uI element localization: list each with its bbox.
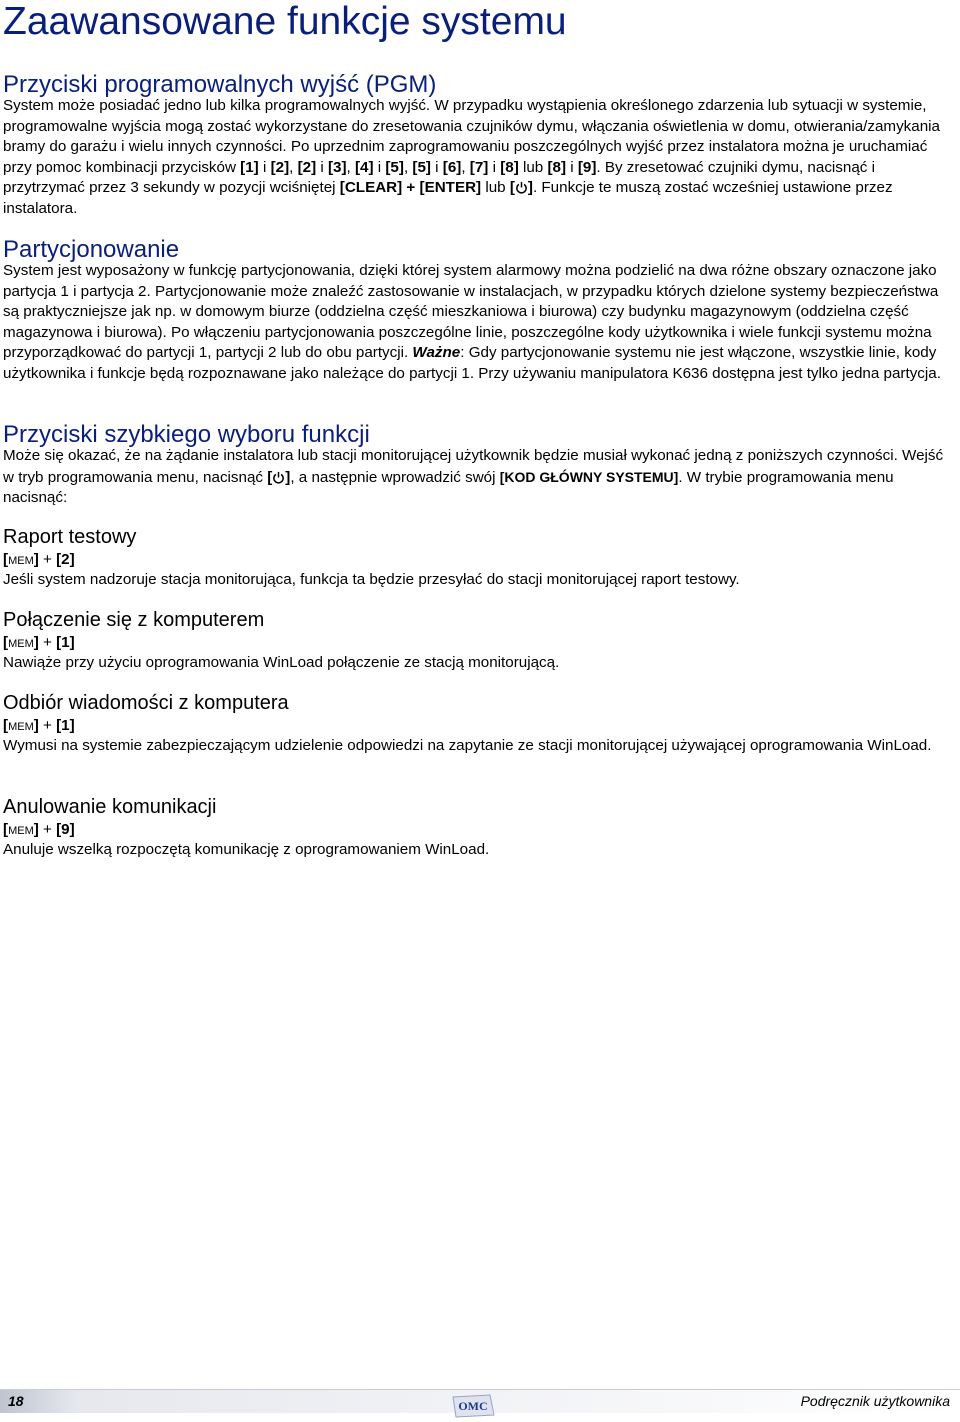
key-separator: i	[316, 158, 328, 176]
key-separator: ,	[346, 158, 355, 176]
pgm-paragraph: System może posiadać jedno lub kilka programowalnych wyjść. W przypadku wystąpienia określonego zdarzenia lub sytuacji w systemie, programowalne wyjścia mogą zostać wykorzystane do zresetowania czujników dymu, włączania oświetlenia w domu, otwierania/zamykania bramy do garażu i wielu innych czynności. Po uprzednim zaprogramowaniu poszczególnych wyjść przez instalatora można je uruchamiać przy pomoc kombinacji przycisków [1] i [2], [2] i [3], [4] i [5], [5] i [6], [7] i [8] lub [8] i [9]. By zresetować czujniki dymu, nacisnąć i przytrzymać przez 3 sekundy w pozycji wciśniętej [CLEAR] + [ENTER] lub [ ]. Funkcje te muszą zostać wcześniej ustawione przez instalatora.	[3, 97, 940, 217]
important-label: Ważne	[412, 344, 461, 362]
key-label: [9]	[577, 158, 597, 176]
key-separator: i	[258, 158, 271, 176]
key-label: [2]	[270, 158, 290, 176]
key-label: [3]	[327, 158, 347, 176]
cancel-communication-title: Anulowanie komunikacji	[3, 796, 217, 818]
key-separator: i	[488, 158, 501, 176]
cancel-communication-desc: Anuluje wszelką rozpoczętą komunikację z oprogramowaniem WinLoad.	[3, 841, 490, 858]
power-icon	[515, 181, 528, 194]
cancel-communication-keys: [MEM] + [9]	[3, 821, 75, 838]
test-report-keys: [MEM] + [2]	[3, 551, 75, 568]
partition-paragraph: System jest wyposażony w funkcję partycjonowania, dzięki której system alarmowy można podzielić na dwa różne obszary oznaczone jako partycja 1 i partycja 2. Partycjonowanie może znaleźć zastosowanie w instalacjach, w przypadku których dzielone systemy bezpieczeństwa są praktyczniejsze jak np. w domowym biurze (oddzielna część mieszkaniowa i biurowa) czy budynku magazynowym (oddzielna część magazynowa i biurowa). Po włączeniu partycjonowania poszczególne linie, poszczególne kody użytkownika i wiele funkcji systemu można przyporządkować do partycji 1, partycji 2 lub do obu partycji. Ważne: Gdy partycjonowanie systemu nie jest włączone, wszystkie linie, kody użytkownika i funkcje będą rozpoznawane jako należące do partycji 1. Przy używaniu manipulatora K636 dostępna jest tylko jedna partycja.	[3, 262, 941, 382]
page-title: Zaawansowane funkcje systemu	[3, 0, 567, 43]
key-label: [8]	[547, 158, 567, 176]
quick-keys-section-title: Przyciski szybkiego wyboru funkcji	[3, 421, 370, 448]
svg-text:OMC: OMC	[458, 1399, 488, 1413]
manual-title: Podręcznik użytkownika	[800, 1393, 950, 1409]
key-label: [8]	[500, 158, 519, 176]
test-report-title: Raport testowy	[3, 526, 137, 548]
receive-message-keys: [MEM] + [1]	[3, 717, 75, 734]
connect-computer-title: Połączenie się z komputerem	[3, 609, 265, 631]
connect-computer-desc: Nawiąże przy użyciu oprogramowania WinLoad połączenie ze stacją monitorującą.	[3, 654, 560, 671]
key-separator: ,	[403, 158, 413, 176]
partition-section-title: Partycjonowanie	[3, 236, 180, 263]
key-label: [4]	[354, 158, 374, 176]
key-label: [1]	[240, 158, 259, 176]
key-label: [7]	[469, 158, 489, 176]
key-separator: i	[566, 158, 578, 176]
key-label: [2]	[297, 158, 317, 176]
quick-keys-paragraph: Może się okazać, że na żądanie instalatora lub stacji monitorującej użytkownik będzie musiał wykonać jedną z poniższych czynności. Wejść w tryb programowania menu, nacisnąć [ ], a następnie wprowadzić swój [KOD GŁÓWNY SYSTEMU]. W trybie programowania menu nacisnąć:	[3, 447, 944, 507]
key-separator: ,	[461, 158, 470, 176]
test-report-desc: Jeśli system nadzoruje stacja monitorująca, funkcja ta będzie przesyłać do stacji monitorującej raport testowy.	[3, 571, 740, 588]
key-separator: i	[430, 158, 443, 176]
key-label: [5]	[412, 158, 431, 176]
key-label: [5]	[385, 158, 404, 176]
pgm-section-title: Przyciski programowalnych wyjść (PGM)	[3, 71, 437, 98]
key-separator: lub	[518, 158, 548, 176]
key-label: [6]	[442, 158, 462, 176]
receive-message-desc: Wymusi na systemie zabezpieczającym udzielenie odpowiedzi na zapytanie ze stacji monitorującej używającej oprogramowania WinLoad.	[3, 737, 932, 754]
connect-computer-keys: [MEM] + [1]	[3, 634, 75, 651]
pgm-key-combinations	[240, 159, 596, 176]
key-separator: i	[373, 158, 386, 176]
page-number: 18	[8, 1393, 24, 1409]
key-separator: ,	[289, 158, 298, 176]
power-icon	[272, 471, 285, 484]
receive-message-title: Odbiór wiadomości z komputera	[3, 692, 289, 714]
omc-logo	[450, 1393, 496, 1419]
